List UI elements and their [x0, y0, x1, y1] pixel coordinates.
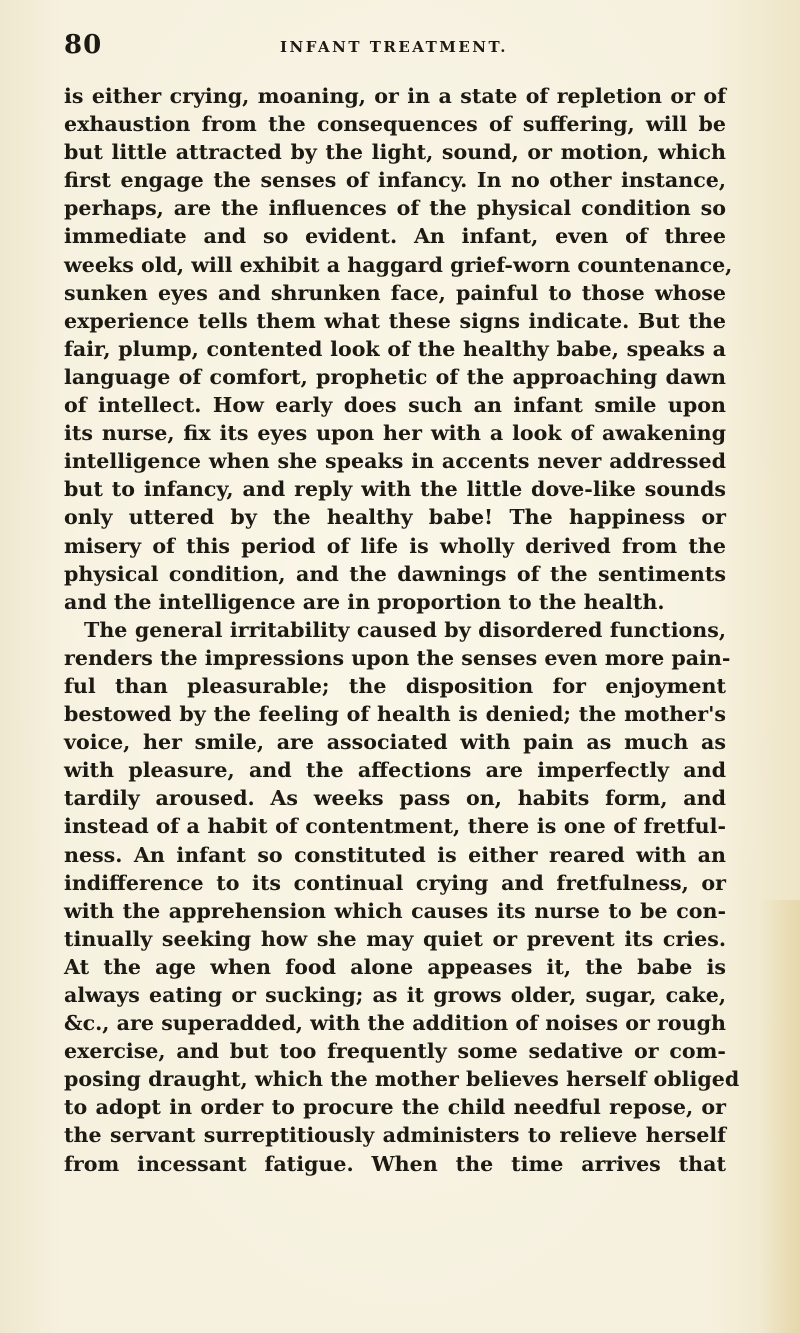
text-line: posing draught, which the mother believes herself obliged — [64, 1067, 740, 1092]
text-line: first engage the senses of infancy. In no other instance, — [64, 168, 726, 193]
page-header — [64, 30, 724, 64]
text-line: its nurse, fix its eyes upon her with a look of awakening — [64, 421, 726, 446]
text-line: always eating or sucking; as it grows older, sugar, cake, — [64, 983, 726, 1007]
page-edge-shading — [760, 900, 800, 1333]
text-line: The general irritability caused by disordered functions, — [84, 617, 726, 642]
text-line: ful than pleasurable; the disposition for enjoyment — [64, 673, 726, 698]
text-line: misery of this period of life is wholly derived from the — [64, 533, 726, 558]
text-line: language of comfort, prophetic of the approaching dawn — [64, 364, 726, 389]
text-line: only uttered by the healthy babe! The happiness or — [64, 505, 726, 530]
text-line: sunken eyes and shrunken face, painful to those whose — [64, 280, 726, 305]
text-line: physical condition, and the dawnings of the sentiments — [64, 561, 726, 586]
text-line: experience tells them what these signs indicate. But the — [64, 308, 726, 333]
text-line: immediate and so evident. An infant, even of three — [64, 224, 726, 249]
text-line: and the intelligence are in proportion to the health. — [64, 589, 665, 614]
page-number: 80 — [64, 30, 103, 60]
text-line: from incessant fatigue. When the time arrives that — [64, 1151, 726, 1176]
text-line: renders the impressions upon the senses even more pain- — [64, 645, 731, 670]
text-line: but to infancy, and reply with the little dove-like sounds — [64, 477, 726, 502]
text-line: the servant surreptitiously administers to relieve herself — [64, 1123, 726, 1148]
text-line: of intellect. How early does such an infant smile upon — [64, 393, 726, 418]
text-line: with the apprehension which causes its nurse to be con- — [64, 898, 726, 923]
text-line: exhaustion from the consequences of suffering, will be — [64, 112, 726, 137]
text-line: instead of a habit of contentment, there is one of fretful- — [64, 814, 726, 839]
text-line: tinually seeking how she may quiet or prevent its cries. — [64, 926, 726, 951]
text-line: but little attracted by the light, sound, or motion, which — [64, 140, 726, 165]
text-line: with pleasure, and the affections are imperfectly and — [64, 758, 726, 783]
text-line: weeks old, will exhibit a haggard grief-worn countenance, — [64, 252, 733, 277]
text-line: indifference to its continual crying and fretfulness, or — [64, 870, 726, 895]
text-line: At the age when food alone appeases it, the babe is — [64, 954, 726, 979]
text-line: fair, plump, contented look of the healthy babe, speaks a — [64, 336, 726, 361]
text-line: bestowed by the feeling of health is denied; the mother's — [64, 702, 726, 727]
body-text — [64, 82, 740, 1178]
text-line: voice, her smile, are associated with pain as much as — [64, 730, 726, 755]
text-line: tardily aroused. As weeks pass on, habits form, and — [64, 786, 726, 811]
text-line: intelligence when she speaks in accents never addressed — [64, 449, 726, 474]
text-line: to adopt in order to procure the child needful repose, or — [64, 1095, 726, 1120]
text-line: ness. An infant so constituted is either reared with an — [64, 842, 726, 867]
text-line: exercise, and but too frequently some sedative or com- — [64, 1039, 726, 1064]
text-line: &c., are superadded, with the addition of noises or rough — [64, 1011, 726, 1036]
running-head: INFANT TREATMENT. — [280, 38, 508, 56]
text-line: perhaps, are the influences of the physical condition so — [64, 196, 726, 221]
text-line: is either crying, moaning, or in a state of repletion or of — [64, 84, 726, 108]
